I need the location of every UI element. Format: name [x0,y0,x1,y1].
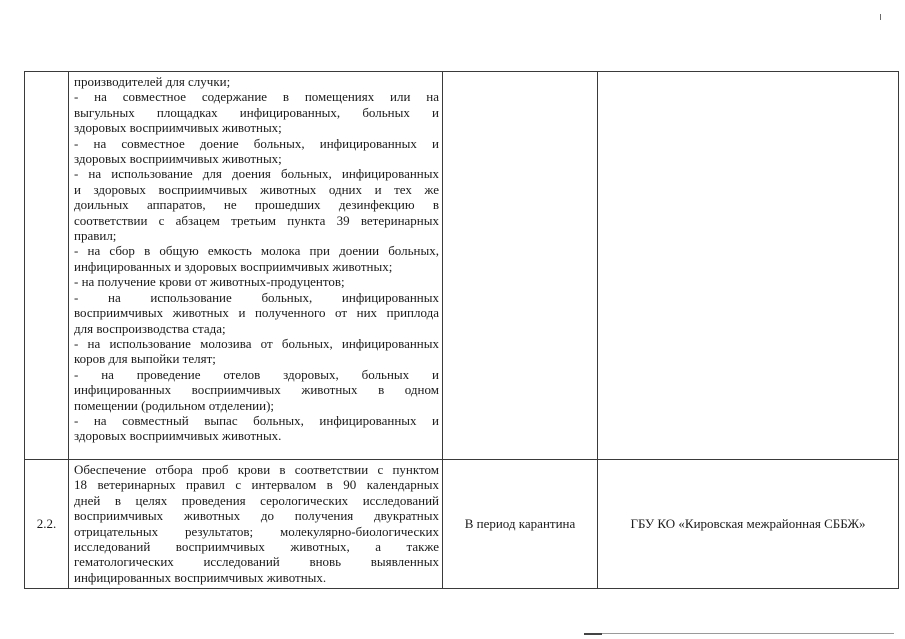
measure-cell [69,72,443,460]
text-line: выгульных площадках инфицированных, больных и [74,104,439,120]
responsible-cell [598,72,899,460]
footer-mark [584,633,602,635]
text-line: - на использование молозива от больных, инфицированных [74,335,439,351]
measure-text [69,460,442,585]
text-line: здоровых восприимчивых животных; [74,151,282,167]
measure-text [69,72,442,444]
text-line: - на использование для доения больных, инфицированных [74,166,439,182]
text-line: производителей для случки; [74,74,231,89]
text-line: исследований восприимчивых животных, а также [74,539,439,555]
text-line: - на совместный выпас больных, инфицированных и [74,412,439,428]
text-line: дней в целях проведения серологических исследований [74,492,439,508]
text-line: восприимчивых животных до получения двукратных [74,508,439,524]
text-line: гематологических исследований вновь выявленных [74,554,439,570]
period-cell: В период карантина [443,460,598,589]
period-cell [443,72,598,460]
text-line: отрицательных результатов; молекулярно-биологических [74,523,439,539]
text-line: коров для выпойки телят; [74,351,216,367]
text-line: инфицированных восприимчивых животных. [74,569,327,585]
row-number-cell: 2.2. [25,460,69,589]
text-line: восприимчивых животных и полученного от них приплода [74,305,439,321]
text-line: - на проведение отелов здоровых, больных и [74,366,439,382]
text-line: инфицированных восприимчивых животных в одном [74,382,439,398]
text-line: правил; [74,228,117,244]
text-line: - на совместное содержание в помещениях или на [74,89,439,105]
text-line: здоровых восприимчивых животных; [74,120,282,136]
text-line: доильных аппаратов, не прошедших дезинфекцию в [74,197,439,213]
table-row [25,460,899,589]
text-line: помещении (родильном отделении); [74,397,275,413]
text-line: - на получение крови от животных-продуцентов; [74,274,345,290]
table-row [25,72,899,460]
text-line: соответствии с абзацем третьим пункта 39 ветеринарных [74,212,439,228]
text-line: здоровых восприимчивых животных. [74,428,282,444]
responsible-cell: ГБУ КО «Кировская межрайонная СББЖ» [598,460,899,589]
row-number-cell [25,72,69,460]
text-line: 18 ветеринарных правил с интервалом в 90 календарных [74,477,439,493]
text-line: - на использование больных, инфицированных [74,289,439,305]
text-line: - на совместное доение больных, инфицированных и [74,135,439,151]
text-line: - на сбор в общую емкость молока при доении больных, [74,243,439,259]
text-line: инфицированных и здоровых восприимчивых животных; [74,258,393,274]
footer-rule [584,633,894,634]
scan-mark [880,14,881,20]
measures-table [24,71,899,589]
text-line: Обеспечение отбора проб крови в соответствии с пунктом [74,462,439,477]
measure-cell [69,460,443,589]
text-line: для воспроизводства стада; [74,320,226,336]
text-line: и здоровых восприимчивых животных одних и тех же [74,181,439,197]
